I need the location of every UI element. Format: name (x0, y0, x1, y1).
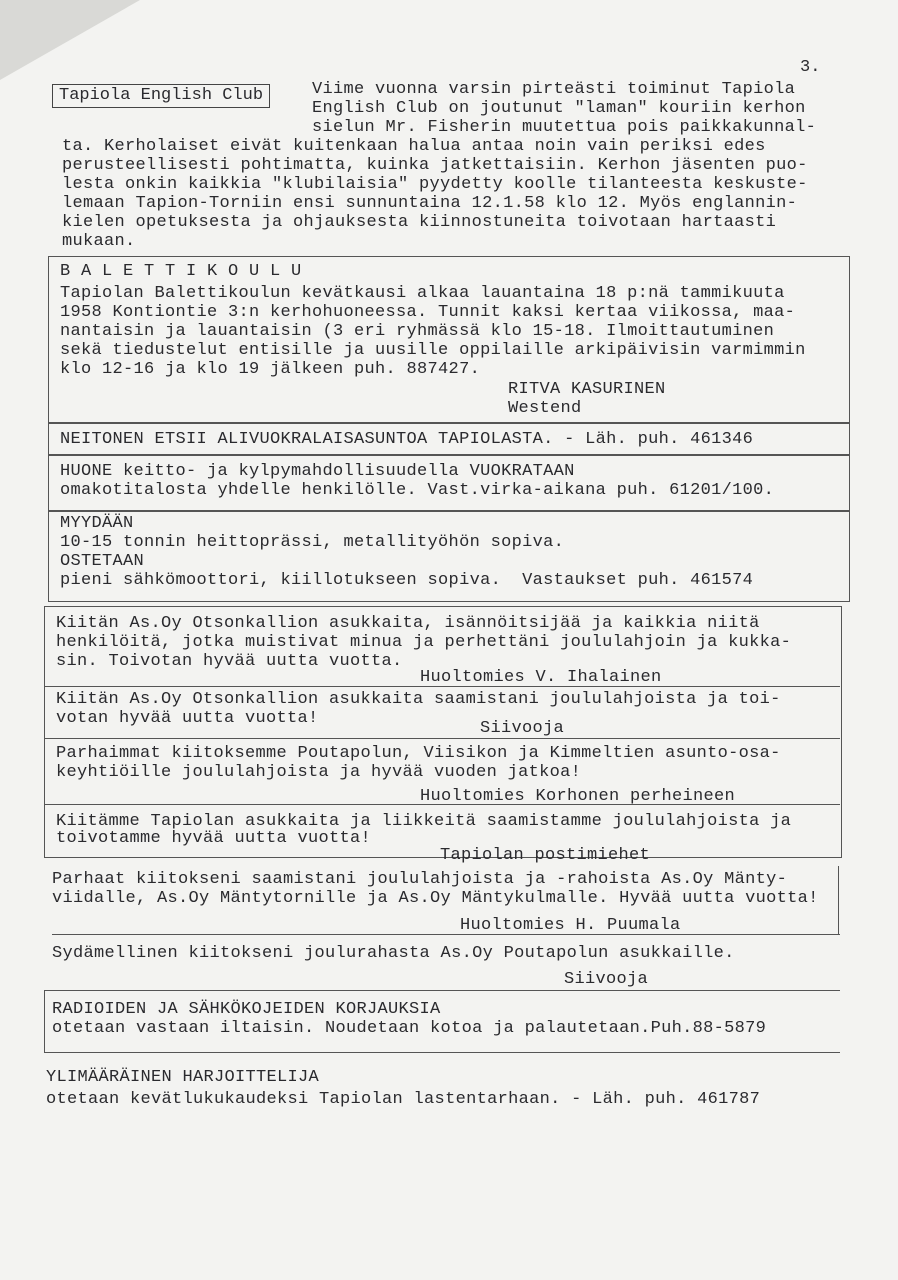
radio-border (44, 990, 45, 1052)
thanks-signature: Tapiolan postimiehet (440, 846, 651, 865)
ballet-line: 1958 Kontiontie 3:n kerhohuoneessa. Tunnit kaksi kertaa viikossa, maa- (60, 303, 796, 322)
harjoittelija-ad-line: otetaan kevätlukukaudeksi Tapiolan lastentarhaan. - Läh. puh. 461787 (46, 1090, 761, 1109)
thanks-line: keyhtiöille joululahjoista ja hyvää vuoden jatkoa! (56, 763, 582, 782)
thanks-line: henkilöitä, jotka muistivat minua ja perhettäni joululahjoin ja kukka- (56, 633, 792, 652)
thanks-signature: Huoltomies H. Puumala (460, 916, 681, 935)
thanks-signature: Huoltomies V. Ihalainen (420, 668, 662, 687)
myydaan-ad-line: OSTETAAN (60, 552, 145, 571)
harjoittelija-ad-line: YLIMÄÄRÄINEN HARJOITTELIJA (46, 1068, 320, 1087)
thanks-divider (44, 738, 840, 739)
radio-ad-line: RADIOIDEN JA SÄHKÖKOJEIDEN KORJAUKSIA (52, 1000, 441, 1019)
thanks-divider (44, 804, 840, 805)
folded-corner (0, 0, 140, 80)
club-line: mukaan. (62, 232, 136, 251)
ballet-line: sekä tiedustelut entisille ja uusille oppilaille arkipäivisin varmimmin (60, 341, 806, 360)
myydaan-ad-line: pieni sähkömoottori, kiillotukseen sopiva. Vastaukset puh. 461574 (60, 571, 754, 590)
huone-ad-line: omakotitalosta yhdelle henkilölle. Vast.virka-aikana puh. 61201/100. (60, 481, 775, 500)
neitonen-ad: NEITONEN ETSII ALIVUOKRALAISASUNTOA TAPIOLASTA. - Läh. puh. 461346 (60, 430, 754, 449)
club-line: Viime vuonna varsin pirteästi toiminut Tapiola (312, 80, 796, 99)
thanks-divider (44, 686, 840, 687)
thanks-signature: Siivooja (564, 970, 649, 989)
club-line: English Club on joutunut "laman" kouriin kerhon (312, 99, 806, 118)
club-title: Tapiola English Club (52, 84, 270, 108)
thanks-line: viidalle, As.Oy Mäntytornille ja As.Oy Mäntykulmalle. Hyvää uutta vuotta! (52, 889, 819, 908)
thanks-line: votan hyvää uutta vuotta! (56, 709, 319, 728)
thanks-divider (44, 990, 840, 991)
thanks-line: Kiitän As.Oy Otsonkallion asukkaita saamistani joululahjoista ja toi- (56, 690, 781, 709)
club-line: sielun Mr. Fisherin muutettua pois paikkakunnal- (312, 118, 817, 137)
radio-ad-line: otetaan vastaan iltaisin. Noudetaan kotoa ja palautetaan.Puh.88-5879 (52, 1019, 767, 1038)
thanks-signature: Siivooja (480, 719, 565, 738)
club-line: lesta onkin kaikkia "klubilaisia" pyydetty koolle tilanteesta keskuste- (62, 175, 808, 194)
radio-divider (44, 1052, 840, 1053)
thanks-signature: Huoltomies Korhonen perheineen (420, 787, 736, 806)
ballet-line: Tapiolan Balettikoulun kevätkausi alkaa lauantaina 18 p:nä tammikuuta (60, 284, 785, 303)
thanks-line: toivotamme hyvää uutta vuotta! (56, 829, 372, 848)
club-line: perusteellisesti pohtimatta, kuinka jatkettaisiin. Kerhon jäsenten puo- (62, 156, 808, 175)
thanks-line: Sydämellinen kiitokseni joulurahasta As.Oy Poutapolun asukkaille. (52, 944, 735, 963)
thanks-border (838, 866, 839, 934)
thanks-line: Parhaat kiitokseni saamistani joululahjoista ja -rahoista As.Oy Mänty- (52, 870, 788, 889)
ballet-heading: B A L E T T I K O U L U (60, 262, 302, 281)
myydaan-ad-line: MYYDÄÄN (60, 514, 134, 533)
thanks-line: Kiitämme Tapiolan asukkaita ja liikkeitä saamistamme joululahjoista ja (56, 812, 792, 831)
ballet-signature-place: Westend (508, 399, 582, 418)
huone-ad-line: HUONE keitto- ja kylpymahdollisuudella VUOKRATAAN (60, 462, 575, 481)
thanks-line: Parhaimmat kiitoksemme Poutapolun, Viisikon ja Kimmeltien asunto-osa- (56, 744, 781, 763)
ballet-line: klo 12-16 ja klo 19 jälkeen puh. 887427. (60, 360, 481, 379)
thanks-line: sin. Toivotan hyvää uutta vuotta. (56, 652, 403, 671)
myydaan-ad-line: 10-15 tonnin heittoprässi, metallityöhön sopiva. (60, 533, 565, 552)
thanks-line: Kiitän As.Oy Otsonkallion asukkaita, isännöitsijää ja kaikkia niitä (56, 614, 760, 633)
page-number: 3. (800, 58, 821, 77)
club-line: lemaan Tapion-Torniin ensi sunnuntaina 12.1.58 klo 12. Myös englannin- (62, 194, 798, 213)
thanks-divider (52, 934, 840, 935)
club-line: kielen opetuksesta ja ohjauksesta kiinnostuneita toivotaan hartaasti (62, 213, 777, 232)
ballet-line: nantaisin ja lauantaisin (3 eri ryhmässä klo 15-18. Ilmoittautuminen (60, 322, 775, 341)
club-line: ta. Kerholaiset eivät kuitenkaan halua antaa noin vain periksi edes (62, 137, 766, 156)
ballet-signature-name: RITVA KASURINEN (508, 380, 666, 399)
